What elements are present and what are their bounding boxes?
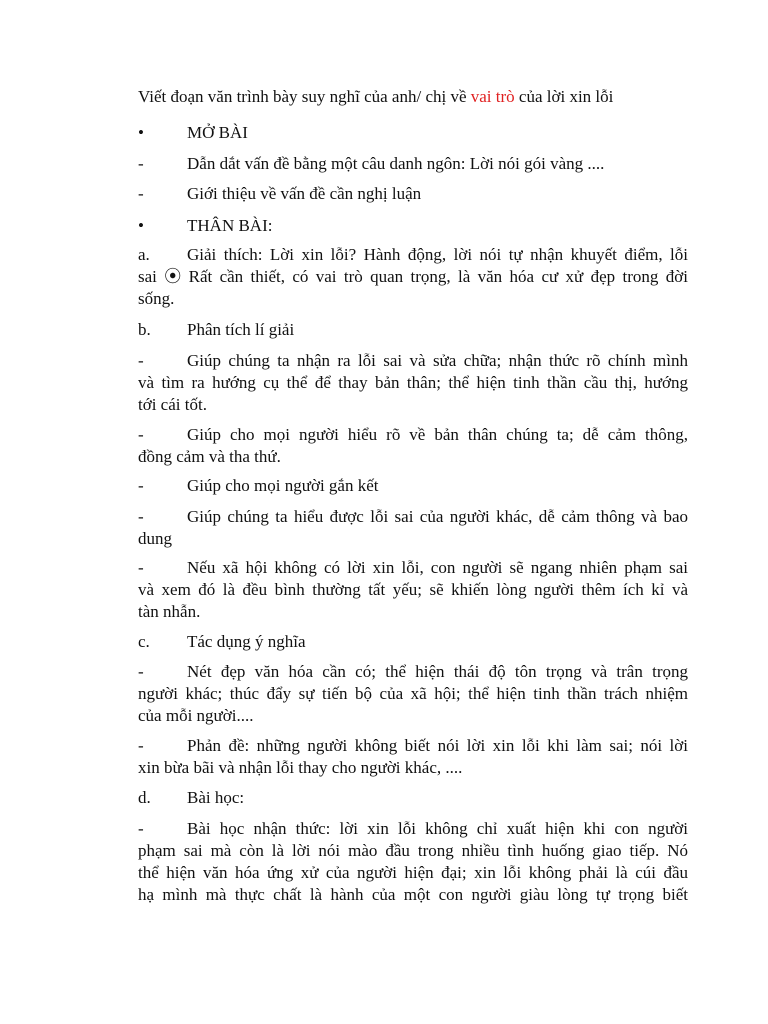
paragraph-marker: d. — [138, 788, 151, 807]
paragraph-line: - Nét đẹp văn hóa cần có; thể hiện thái độ tôn trọng và trân trọng — [138, 662, 688, 681]
paragraph-marker: a. — [138, 245, 150, 264]
paragraph-line: - Phản đề: những người không biết nói lời xin lỗi khi làm sai; nói lời — [138, 736, 688, 755]
dash-marker: - — [138, 819, 144, 838]
bullet-marker: • — [138, 216, 144, 235]
list-item — [138, 735, 688, 779]
paragraph-line: - Bài học nhận thức: lời xin lỗi không chỉ xuất hiện khi con người — [138, 819, 688, 838]
paragraph-line: và xem đó là đều bình thường tất yếu; sẽ khiến lòng người thêm ích kỉ và — [138, 580, 688, 599]
list-item — [138, 506, 688, 550]
paragraph-line: của mỗi người.... — [138, 706, 254, 725]
paragraph-line: tới cái tốt. — [138, 395, 207, 414]
list-item — [138, 424, 688, 468]
paragraph-a — [138, 244, 688, 310]
paragraph-marker: c. — [138, 632, 150, 651]
paragraph-line: sai ⦿ Rất cần thiết, có vai trò quan trọng, là văn hóa cư xử đẹp trong đời — [138, 267, 688, 286]
bullet-marker: • — [138, 123, 144, 142]
title-highlight: vai trò — [470, 87, 515, 106]
paragraph-line: sống. — [138, 289, 175, 308]
paragraph-line: và tìm ra hướng cụ thể để thay bản thân; thể hiện tinh thần cầu thị, hướng — [138, 373, 688, 392]
paragraph-marker: b. — [138, 320, 151, 339]
paragraph-line: - Nếu xã hội không có lời xin lỗi, con người sẽ ngang nhiên phạm sai — [138, 558, 688, 577]
paragraph-line: phạm sai mà còn là lời nói mào đầu trong nhiều tình huống giao tiếp. Nó — [138, 841, 688, 860]
paragraph-line: tàn nhẫn. — [138, 602, 201, 621]
paragraph-line: a. Giải thích: Lời xin lỗi? Hành động, lời nói tự nhận khuyết điểm, lỗi — [138, 245, 688, 264]
title-text-after: của lời xin lỗi — [514, 87, 614, 106]
dash-marker: - — [138, 736, 144, 755]
paragraph-line: hạ mình mà thực chất là hành của một con người giàu lòng tự trọng biết — [138, 885, 688, 904]
paragraph-d — [138, 787, 688, 809]
dash-marker: - — [138, 184, 144, 203]
paragraph-line: - Giúp cho mọi người hiểu rõ về bản thân chúng ta; dễ cảm thông, — [138, 425, 688, 444]
paragraph-line: xin bừa bãi và nhận lỗi thay cho người khác, .... — [138, 758, 463, 777]
dash-marker: - — [138, 558, 144, 577]
dash-marker: - — [138, 425, 144, 444]
paragraph-line: thể hiện văn hóa ứng xử của người hiện đại; xin lỗi không phải là cúi đầu — [138, 863, 688, 882]
paragraph-line: b. Phân tích lí giải — [138, 320, 295, 339]
dash-marker: - — [138, 662, 144, 681]
list-item — [138, 475, 688, 497]
list-item — [138, 818, 688, 906]
heading-text: MỞ BÀI — [187, 123, 248, 142]
list-item-text: Giới thiệu về vấn đề cần nghị luận — [187, 184, 422, 203]
dash-marker: - — [138, 351, 144, 370]
dash-marker: - — [138, 476, 144, 495]
paragraph-b — [138, 319, 688, 341]
document-title — [138, 87, 613, 107]
title-text-before: Viết đoạn văn trình bày suy nghĩ của anh/ chị về — [138, 87, 471, 106]
paragraph-line: - Giúp chúng ta nhận ra lỗi sai và sửa chữa; nhận thức rõ chính mình — [138, 351, 688, 370]
heading-text: THÂN BÀI: — [187, 216, 273, 235]
dash-marker: - — [138, 154, 144, 173]
paragraph-line: d. Bài học: — [138, 788, 245, 807]
list-item-text: Dẫn dắt vấn đề bằng một câu danh ngôn: Lời nói gói vàng .... — [187, 154, 605, 173]
paragraph-line: dung — [138, 529, 172, 548]
list-item — [138, 557, 688, 623]
paragraph-line: - Giúp cho mọi người gắn kết — [138, 476, 379, 495]
paragraph-line: c. Tác dụng ý nghĩa — [138, 632, 306, 651]
dash-marker: - — [138, 507, 144, 526]
list-item — [138, 350, 688, 416]
paragraph-c — [138, 631, 688, 653]
paragraph-line: - Giúp chúng ta hiểu được lỗi sai của người khác, dễ cảm thông và bao — [138, 507, 688, 526]
paragraph-line: đồng cảm và tha thứ. — [138, 447, 281, 466]
paragraph-line: người khác; thúc đẩy sự tiến bộ của xã hội; thể hiện tinh thần trách nhiệm — [138, 684, 688, 703]
list-item — [138, 661, 688, 727]
